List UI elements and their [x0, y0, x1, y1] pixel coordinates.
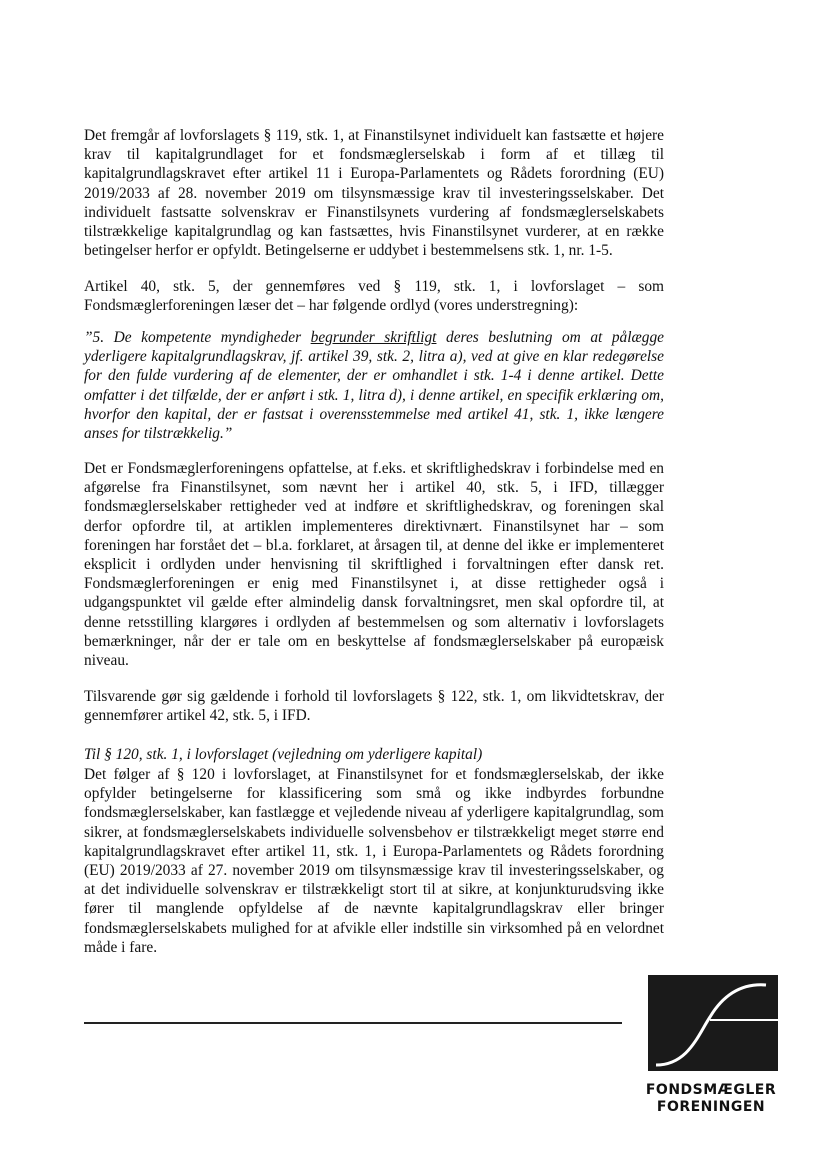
paragraph-capital-requirement: Det fremgår af lovforslagets § 119, stk. 1, at Finanstilsynet individuelt kan fastsætte et højere krav til kapitalgrundlaget for et fondsmæglerselskab i form af et tillæg til kapitalgrundlagskravet efter artikel 11 i Europa-Parlamentets og Rådets forordning (EU) 2019/2033 af 28. november 2019 om tilsynsmæssige krav til investeringsselskaber. Det individuelt fastsatte solvenskrav er Finanstilsynets vurdering af fondsmæglerselskabets tilstrækkelige kapitalgrundlag og kan fastsættes, hvis Finanstilsynet vurderer, at en række betingelser herfor er opfyldt. Betingelserne er uddybet i bestemmelsens stk. 1, nr. 1-5. [84, 127, 664, 260]
logo-text-line1: FONDSMÆGLER [645, 1082, 777, 1098]
paragraph-association-opinion: Det er Fondsmæglerforeningens opfattelse, at f.eks. et skriftlighedskrav i forbindelse med en afgørelse fra Finanstilsynet, som nævnt her i artikel 40, stk. 5, i IFD, tillægger fondsmæglerselskaber rettigheder ved at indføre et skriftlighedskrav, og foreningen skal derfor opfordre til, at artiklen implementeres direktivnært. Finanstilsynet har – som foreningen har forstået det – bl.a. forklaret, at årsagen til, at denne del ikke er implementeret eksplicit i ordlyden under henvisning til skriftlighed i forvaltningen efter dansk ret. Fondsmæglerforeningen er enig med Finanstilsynet i, at disse rettigheder også i udgangspunktet vil gælde efter almindelig dansk forvaltningsret, men skal opfordre til, at denne retsstilling klargøres i ordlyden af bestemmelsen og som alternativ i lovforslagets bemærkninger, når der er tale om en beskyttelse af fondsmæglerselskaber på europæisk niveau. [84, 460, 664, 670]
logo-text-line2: FORENINGEN [656, 1099, 766, 1115]
paragraph-article-40: Artikel 40, stk. 5, der gennemføres ved § 119, stk. 1, i lovforslaget – som Fondsmæglerforeningen læser det – har følgende ordlyd (vores understregning): [84, 278, 664, 315]
paragraph-section-120: Det følger af § 120 i lovforslaget, at Finanstilsynet for et fondsmæglerselskab, der ikke opfylder betingelserne for klassificering som små og ikke indbyrdes forbundne fondsmæglerselskaber, kan fastlægge et vejledende niveau af yderligere kapitalgrundlag, som sikrer, at fondsmæglerselskabets individuelle solvensbehov er tilstrækkeligt meget større end kapitalgrundlagskravet efter artikel 11, stk. 1, i Europa-Parlamentets og Rådets forordning (EU) 2019/2033 af 27. november 2019 om tilsynsmæssige krav til investeringsselskaber, og at det individuelle solvenskrav er tilstrækkeligt stort til at sikre, at konjunkturudsving ikke fører til manglende opfyldelse af de nævnte kapitalgrundlagskrav eller bringer fondsmæglerselskabets mulighed for at afvikle eller indstille sin virksomhed på en velordnet måde i fare. [84, 766, 664, 956]
paragraph-liquidity: Tilsvarende gør sig gældende i forhold til lovforslagets § 122, stk. 1, om likvidtetskrav, der gennemfører artikel 42, stk. 5, i IFD. [84, 688, 664, 725]
logo-mark-icon [648, 975, 778, 1071]
quote-article-40-stk-5 [84, 328, 664, 443]
footer-divider [84, 1022, 622, 1024]
quote-text-before: ”5. De kompetente myndigheder [84, 329, 311, 346]
quote-underlined-text: begrunder skriftligt [310, 329, 437, 346]
quote-text-after: deres beslutning om at pålægge yderligere kapitalgrundlagskrav, jf. artikel 39, stk. 2, litra a), ved at give en klar redegørelse for den fulde vurdering af de elementer, der er omhandlet i stk. 1-4 i denne artikel. Dette omfatter i det tilfælde, der er anført i stk. 1, litra d), i denne artikel, en specifik erklæring om, hvorfor den kapital, der er fastsat i overensstemmelse med artikel 41, stk. 1, ikke længere anses for tilstrækkelig.” [84, 329, 664, 443]
section-heading-120: Til § 120, stk. 1, i lovforslaget (vejledning om yderligere kapital) [84, 746, 483, 763]
